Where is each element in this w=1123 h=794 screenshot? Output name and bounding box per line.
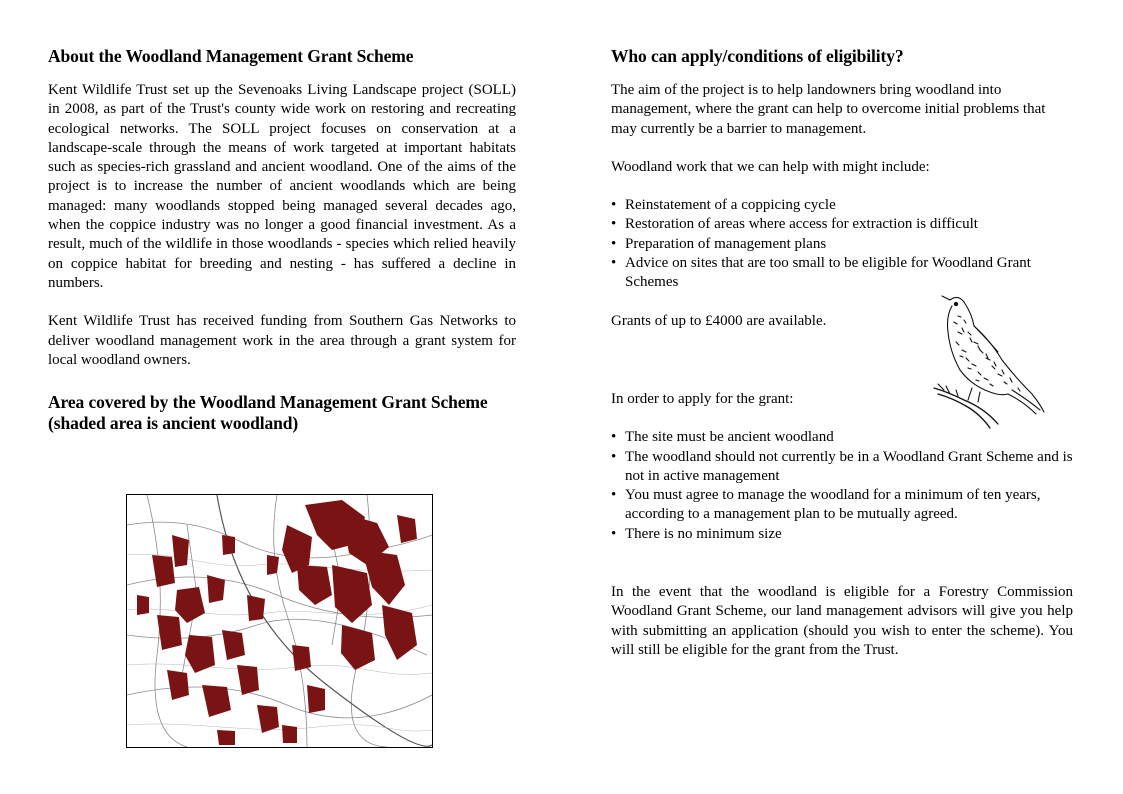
area-heading: Area covered by the Woodland Management Grant Scheme (shaded area is ancient woodland) [48,392,488,434]
spacer [611,563,1073,583]
about-paragraph-1: Kent Wildlife Trust set up the Sevenoaks Living Landscape project (SOLL) in 2008, as part of the Trust's county wide work on restoring and recreating ecological networks. The SOLL project focuses on conservation at a landscape-scale through the means of work targeted at important habitats such as species-rich grassland and ancient woodland. One of the aims of the project is to increase the number of ancient woodlands which are being managed: many woodlands stopped being managed several decades ago, when the coppice industry was no longer a good financial investment. As a result, much of the wildlife in those woodlands - species which relied heavily on coppice habitat for breeding and nesting - has suffered a decline in numbers. [48,82,516,291]
bird-icon [928,292,1046,430]
work-list [611,196,1073,292]
ancient-woodland-map [126,494,433,748]
about-heading: About the Woodland Management Grant Scheme [48,46,414,66]
list-item: • Advice on sites that are too small to be eligible for Woodland Grant Schemes [611,254,1073,293]
list-item: • Reinstatement of a coppicing cycle [611,196,1073,215]
list-item: • There is no minimum size [611,525,1073,544]
eligibility-heading: Who can apply/conditions of eligibility? [611,46,904,66]
work-intro: Woodland work that we can help with might include: [611,158,930,175]
woodland-shading [137,500,417,745]
list-item: • Preparation of management plans [611,235,1073,254]
bird-illustration [928,292,1046,430]
list-item: • The site must be ancient woodland [611,428,1073,447]
map-image [127,495,432,747]
list-item: • You must agree to manage the woodland for a minimum of ten years, according to a management plan to be mutually agreed. [611,486,1073,525]
aim-paragraph: The aim of the project is to help landowners bring woodland into management, where the grant can help to overcome initial problems that may currently be a barrier to management. [611,82,1046,137]
forestry-paragraph: In the event that the woodland is eligible for a Forestry Commission Woodland Grant Scheme, our land management advisors will give you help with submitting an application (should you wish to enter the scheme). You will still be eligible for the grant from the Trust. [611,584,1073,658]
apply-list [611,428,1073,544]
list-item: • The woodland should not currently be in a Woodland Grant Scheme and is not in active management [611,448,1073,487]
about-paragraph-2: Kent Wildlife Trust has received funding from Southern Gas Networks to deliver woodland management work in the area through a grant system for local woodland owners. [48,313,516,368]
left-column [48,46,516,448]
list-item: • Restoration of areas where access for extraction is difficult [611,215,1073,234]
apply-intro: In order to apply for the grant: [611,390,794,407]
grants-amount: Grants of up to £4000 are available. [611,312,827,329]
